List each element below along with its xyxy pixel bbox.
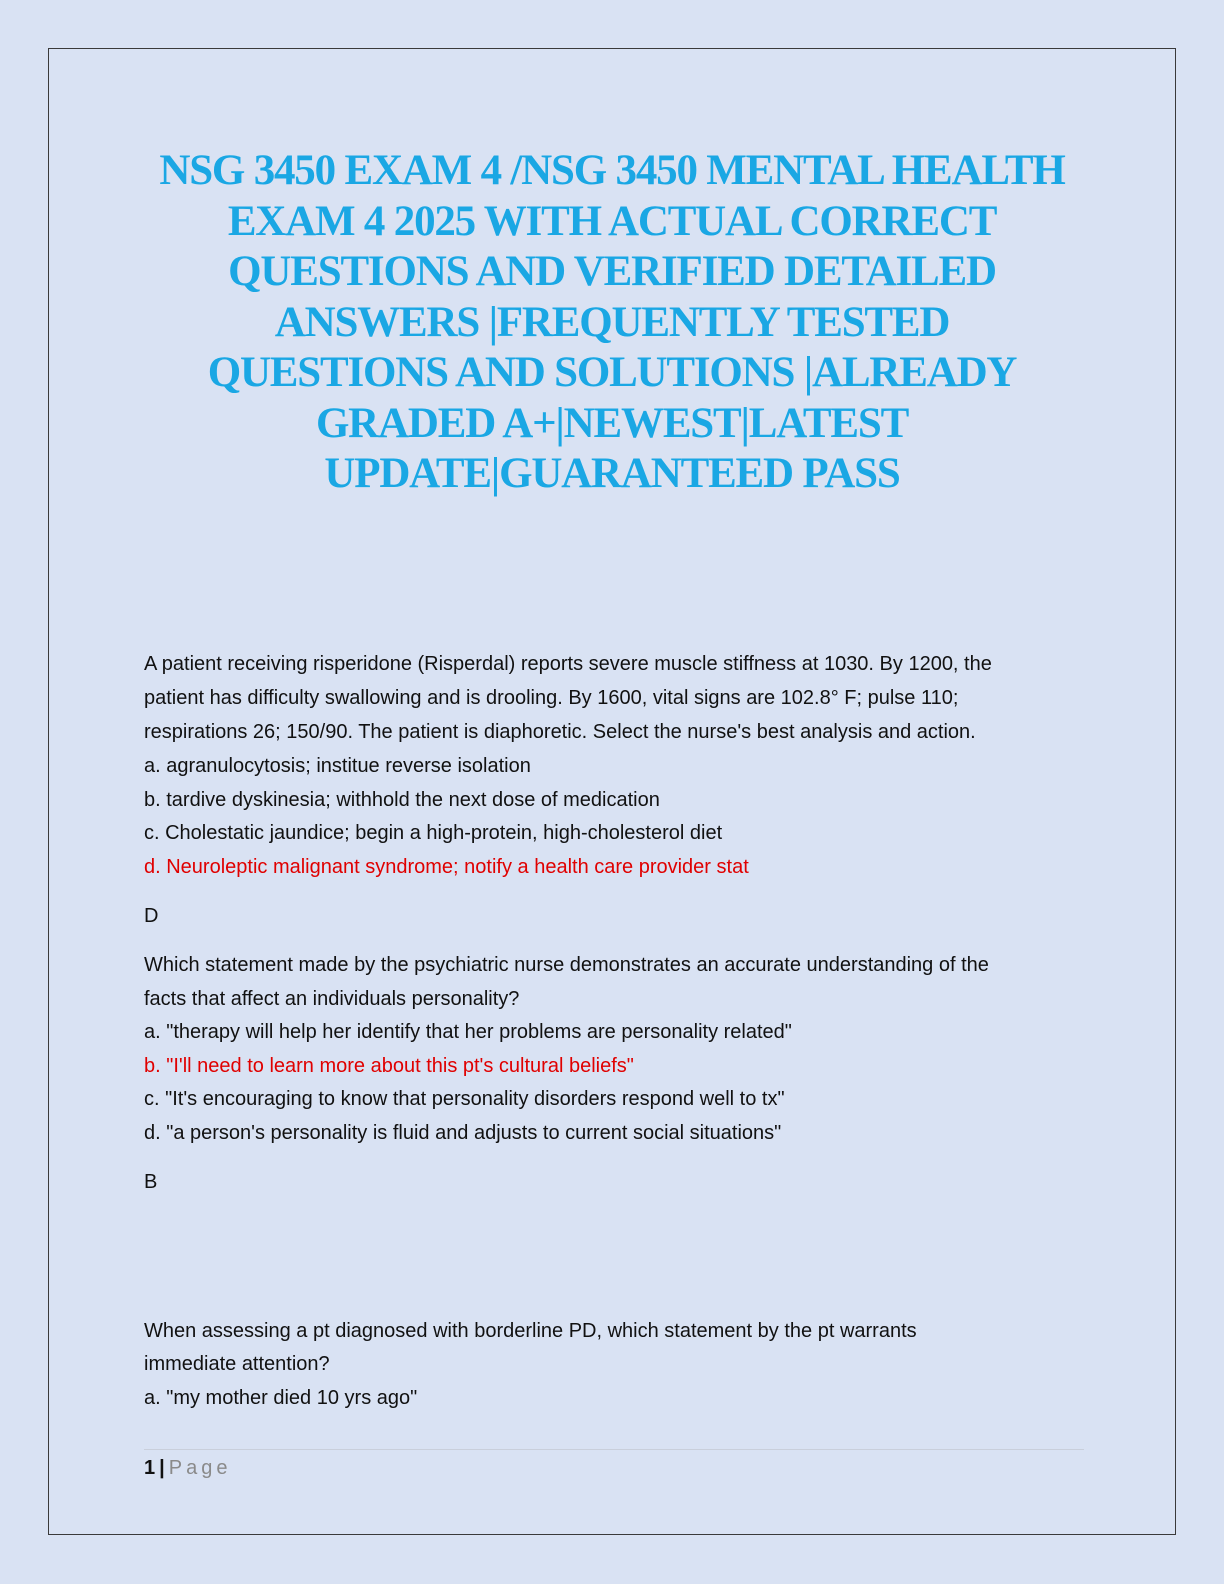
question-stem: A patient receiving risperidone (Risperdal) reports severe muscle stiffness at 1030. By 1200, the (144, 653, 992, 675)
title-line: EXAM 4 2025 WITH ACTUAL CORRECT (227, 197, 997, 245)
title-line: NSG 3450 EXAM 4 /NSG 3450 MENTAL HEALTH (159, 147, 1065, 194)
document-title (130, 146, 1094, 500)
page-number: 1 (144, 1457, 156, 1479)
page-label: Page (168, 1457, 232, 1479)
option-d: d. "a person's personality is fluid and adjusts to current social situations" (144, 1122, 782, 1144)
option-c: c. "It's encouraging to know that personality disorders respond well to tx" (144, 1088, 785, 1110)
answer-key: B (144, 1171, 158, 1193)
footer-divider (144, 1449, 1084, 1450)
option-b-correct: b. "I'll need to learn more about this pt's cultural beliefs" (144, 1055, 634, 1077)
option-a: a. "therapy will help her identify that her problems are personality related" (144, 1021, 792, 1043)
option-b: b. tardive dyskinesia; withhold the next dose of medication (144, 789, 660, 811)
question-stem: patient has difficulty swallowing and is drooling. By 1600, vital signs are 102.8° F; pulse 110; (144, 687, 959, 709)
option-a: a. "my mother died 10 yrs ago" (144, 1387, 418, 1409)
footer-separator: | (159, 1457, 165, 1479)
question-stem: facts that affect an individuals personality? (144, 988, 520, 1010)
title-line: QUESTIONS AND VERIFIED DETAILED (228, 248, 996, 295)
option-a: a. agranulocytosis; institue reverse isolation (144, 755, 531, 777)
title-line: UPDATE|GUARANTEED PASS (324, 450, 900, 497)
question-stem: respirations 26; 150/90. The patient is diaphoretic. Select the nurse's best analysis and action. (144, 721, 976, 743)
answer-key: D (144, 905, 159, 927)
question-stem: When assessing a pt diagnosed with borderline PD, which statement by the pt warrants (144, 1320, 917, 1342)
title-line: QUESTIONS AND SOLUTIONS |ALREADY (207, 349, 1017, 396)
page-footer (144, 1454, 231, 1482)
option-d-correct: d. Neuroleptic malignant syndrome; notify a health care provider stat (144, 856, 749, 878)
question-stem: Which statement made by the psychiatric nurse demonstrates an accurate understanding of the (144, 954, 989, 976)
option-c: c. Cholestatic jaundice; begin a high-protein, high-cholesterol diet (144, 822, 723, 844)
title-line: ANSWERS |FREQUENTLY TESTED (274, 298, 950, 346)
question-stem: immediate attention? (144, 1353, 330, 1375)
title-line: GRADED A+|NEWEST|LATEST (315, 399, 909, 447)
